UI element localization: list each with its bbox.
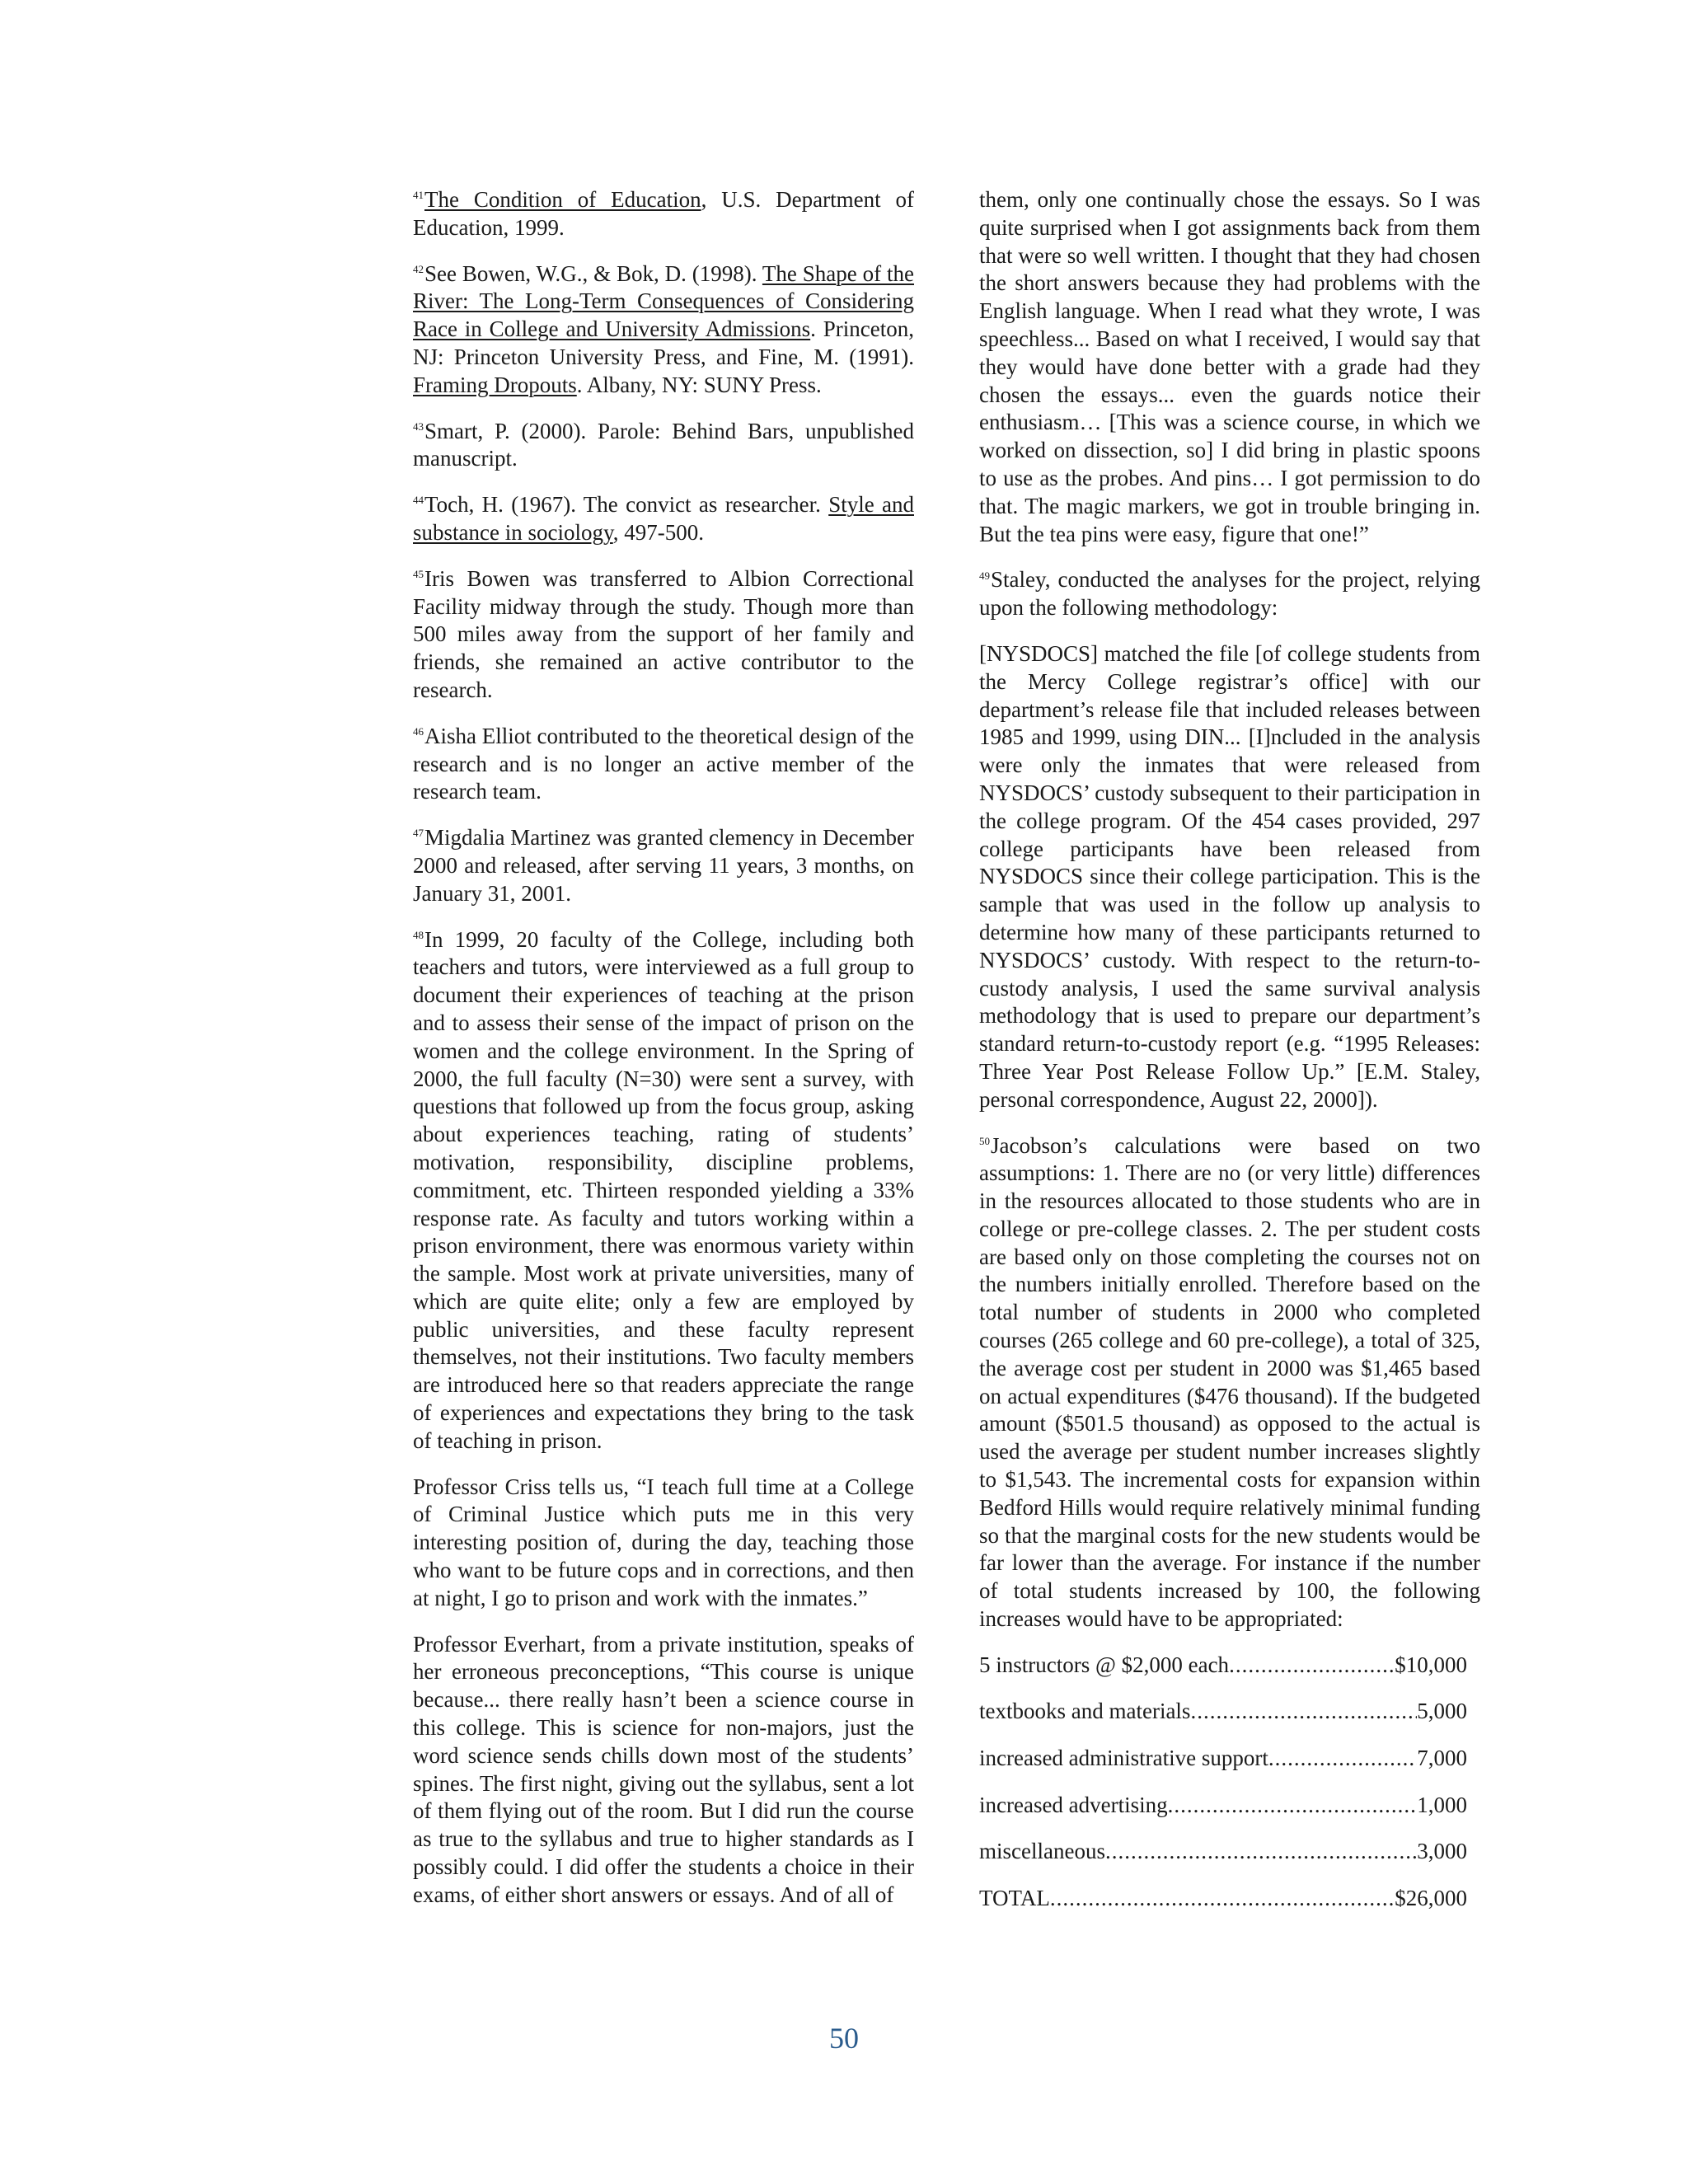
cited-title: Style and substance in sociology (413, 492, 914, 545)
footnote-marker: 45 (413, 568, 424, 581)
footnote-48 (413, 926, 914, 1455)
budget-list (979, 1652, 1480, 1932)
footnote-marker: 46 (413, 725, 424, 738)
footnote-marker: 41 (413, 189, 424, 202)
footnote-text: . Albany, NY: SUNY Press. (576, 372, 822, 397)
footnote-text: Staley, conducted the analyses for the project, relying upon the following methodology: (979, 567, 1480, 621)
footnote-text: Jacobson’s calculations were based on two assumptions: 1. There are no (or very little) differences in the resources allocated to those students who are in college or pre-college classes. 2. The per student costs are based only on those completing the courses not on the numbers initially enrolled. Therefore based on the total number of students in 2000 who completed courses (265 college and 60 pre-college), a total of 325, the average cost per student in 2000 was $1,465 based on actual expenditures ($476 thousand). If the budgeted amount ($501.5 thousand) as opposed to the actual is used the average per student number increases slightly to $1,543. The incremental costs for expansion within Bedford Hills would require relatively minimal funding so that the marginal costs for the new students would be far lower than the average. For instance if the number of total students increased by 100, the following increases would have to be appropriated: (979, 1132, 1480, 1632)
professor-everhart-paragraph: Professor Everhart, from a private institution, speaks of her erroneous preconceptions, “This course is unique because... there really hasn’t been a science course in this college. This is science for non-majors, just the word science sends chills down most of the students’ spines. The first night, giving out the syllabus, sent a lot of them flying out of the room. But I did run the course as true to the syllabus and true to higher standards as I possibly could. I did offer the students a choice in their exams, of either short answers or essays. And of all of (413, 1631, 914, 1907)
page-number: 50 (829, 2022, 859, 2055)
budget-item-amount: 5,000 (1417, 1699, 1467, 1724)
cited-title: The Shape of the River: The Long-Term Consequences of Considering Race in College and University Admissions (413, 260, 915, 342)
budget-row-textbooks (979, 1698, 1467, 1745)
budget-row-total (979, 1885, 1467, 1932)
budget-item-label: textbooks and materials (979, 1699, 1191, 1724)
dot-leader (1190, 1698, 1417, 1726)
footnote-46 (413, 723, 914, 806)
budget-item-amount: 3,000 (1417, 1839, 1467, 1864)
dot-leader (1105, 1838, 1417, 1866)
budget-item-amount: $26,000 (1395, 1885, 1467, 1910)
footnote-text: See Bowen, W.G., & Bok, D. (1998). (424, 260, 762, 286)
budget-item-label: TOTAL (979, 1885, 1050, 1910)
budget-row-miscellaneous (979, 1838, 1467, 1885)
nysdocs-methodology-quote: [NYSDOCS] matched the file [of college students from the Mercy College registrar’s office] with our department’s release file that included releases between 1985 and 1999, using DIN... [I]ncluded in the analysis were only the inmates that were released from NYSDOCS’ custody subsequent to their participation in the college program. Of the 454 cases provided, 297 college participants have been released from NYSDOCS since their college participation. This is the sample that was used in the follow up analysis to determine how many of these participants returned to NYSDOCS’ custody. With respect to the return-to-custody analysis, I used the same survival analysis methodology that is used to prepare our department’s standard return-to-custody report (e.g. “1995 Releases: Three Year Post Release Follow Up.” [E.M. Staley, personal correspondence, August 22, 2000]). (979, 640, 1480, 1112)
dot-leader (1168, 1792, 1418, 1820)
footnote-marker: 49 (979, 569, 990, 582)
footnote-text: Migdalia Martinez was granted clemency in December 2000 and released, after serving 11 years, 3 months, on January 31, 2001. (413, 825, 914, 906)
cited-title: Framing Dropouts (413, 372, 577, 397)
footnote-marker: 48 (413, 928, 424, 941)
footnote-text: Toch, H. (1967). The convict as researcher. (424, 492, 829, 518)
budget-item-label: increased administrative support (979, 1746, 1268, 1771)
professor-criss-paragraph: Professor Criss tells us, “I teach full time at a College of Criminal Justice which puts me in this very interesting position of, during the day, teaching those who want to be future cops and in corrections, and then at night, I go to prison and work with the inmates.” (413, 1474, 914, 1610)
cited-title: The Condition of Education (424, 187, 701, 212)
budget-item-label: miscellaneous (979, 1839, 1105, 1864)
left-column (413, 186, 914, 1928)
footnote-marker: 42 (413, 262, 424, 275)
budget-row-instructors (979, 1652, 1467, 1699)
budget-item-label: increased advertising (979, 1792, 1168, 1817)
footnote-marker: 47 (413, 827, 424, 840)
footnote-marker: 50 (979, 1134, 990, 1147)
footnote-45 (413, 565, 914, 705)
budget-item-amount: 7,000 (1417, 1746, 1467, 1771)
footnote-text: In 1999, 20 faculty of the College, including both teachers and tutors, were interviewed as a full group to document their experiences of teaching at the prison and to assess their sense of the impact of prison on the women and the college environment. In the Spring of 2000, the full faculty (N=30) were sent a survey, with questions that followed up from the focus group, asking about experiences teaching, rating of students’ motivation, responsibility, discipline problems, commitment, etc. Thirteen responded yielding a 33% response rate. As faculty and tutors working within a prison environment, there was enormous variety within the sample. Most work at private universities, many of which are quite elite; only a few are employed by public universities, and these faculty represent themselves, not their institutions. Two faculty members are introduced here so that readers appreciate the range of experiences and expectations they bring to the task of teaching in prison. (413, 926, 914, 1453)
footnote-text: Iris Bowen was transferred to Albion Correctional Facility midway through the study. Though more than 500 miles away from the support of her family and friends, she remained an active contributor to the research. (413, 565, 914, 702)
footnote-41 (413, 186, 914, 242)
budget-row-advertising (979, 1792, 1467, 1839)
footnote-text: Smart, P. (2000). Parole: Behind Bars, unpublished manuscript. (413, 418, 914, 471)
footnote-50 (979, 1132, 1480, 1633)
footnote-42 (413, 260, 914, 400)
footnote-47 (413, 824, 914, 907)
right-column (979, 186, 1480, 1931)
footnote-43 (413, 418, 914, 474)
dot-leader (1050, 1885, 1395, 1913)
dot-leader (1268, 1745, 1417, 1773)
footnote-marker: 43 (413, 419, 424, 433)
everhart-quote-continuation: them, only one continually chose the essays. So I was quite surprised when I got assignments back from them that were so well written. I thought that they had chosen the short answers because they had problems with the English language. When I read what they wrote, I was speechless... Based on what I received, I would say that they would have done better with a grade had they chosen the essays... even the guards notice their enthusiasm… [This was a science course, in which we worked on dissection, so] I did bring in plastic spoons to use as the probes. And pins… I got permission to do that. The magic markers, we got in trouble bringing in. But the tea pins were easy, figure that one!” (979, 187, 1480, 546)
footnote-marker: 44 (413, 494, 424, 507)
footnote-text: , U.S. Department of Education, 1999. (413, 187, 914, 240)
footnote-44 (413, 491, 914, 547)
budget-item-amount: $10,000 (1395, 1652, 1467, 1677)
dot-leader (1229, 1652, 1395, 1680)
footnote-text: . Princeton, NJ: Princeton University Press, and Fine, M. (1991). (413, 316, 914, 369)
budget-item-label: 5 instructors @ $2,000 each (979, 1652, 1230, 1677)
budget-row-admin-support (979, 1745, 1467, 1792)
budget-item-amount: 1,000 (1417, 1792, 1467, 1817)
footnote-text: Aisha Elliot contributed to the theoretical design of the research and is no longer an active member of the research team. (413, 723, 914, 804)
footnote-text: , 497-500. (612, 519, 704, 545)
footnote-49 (979, 566, 1480, 622)
